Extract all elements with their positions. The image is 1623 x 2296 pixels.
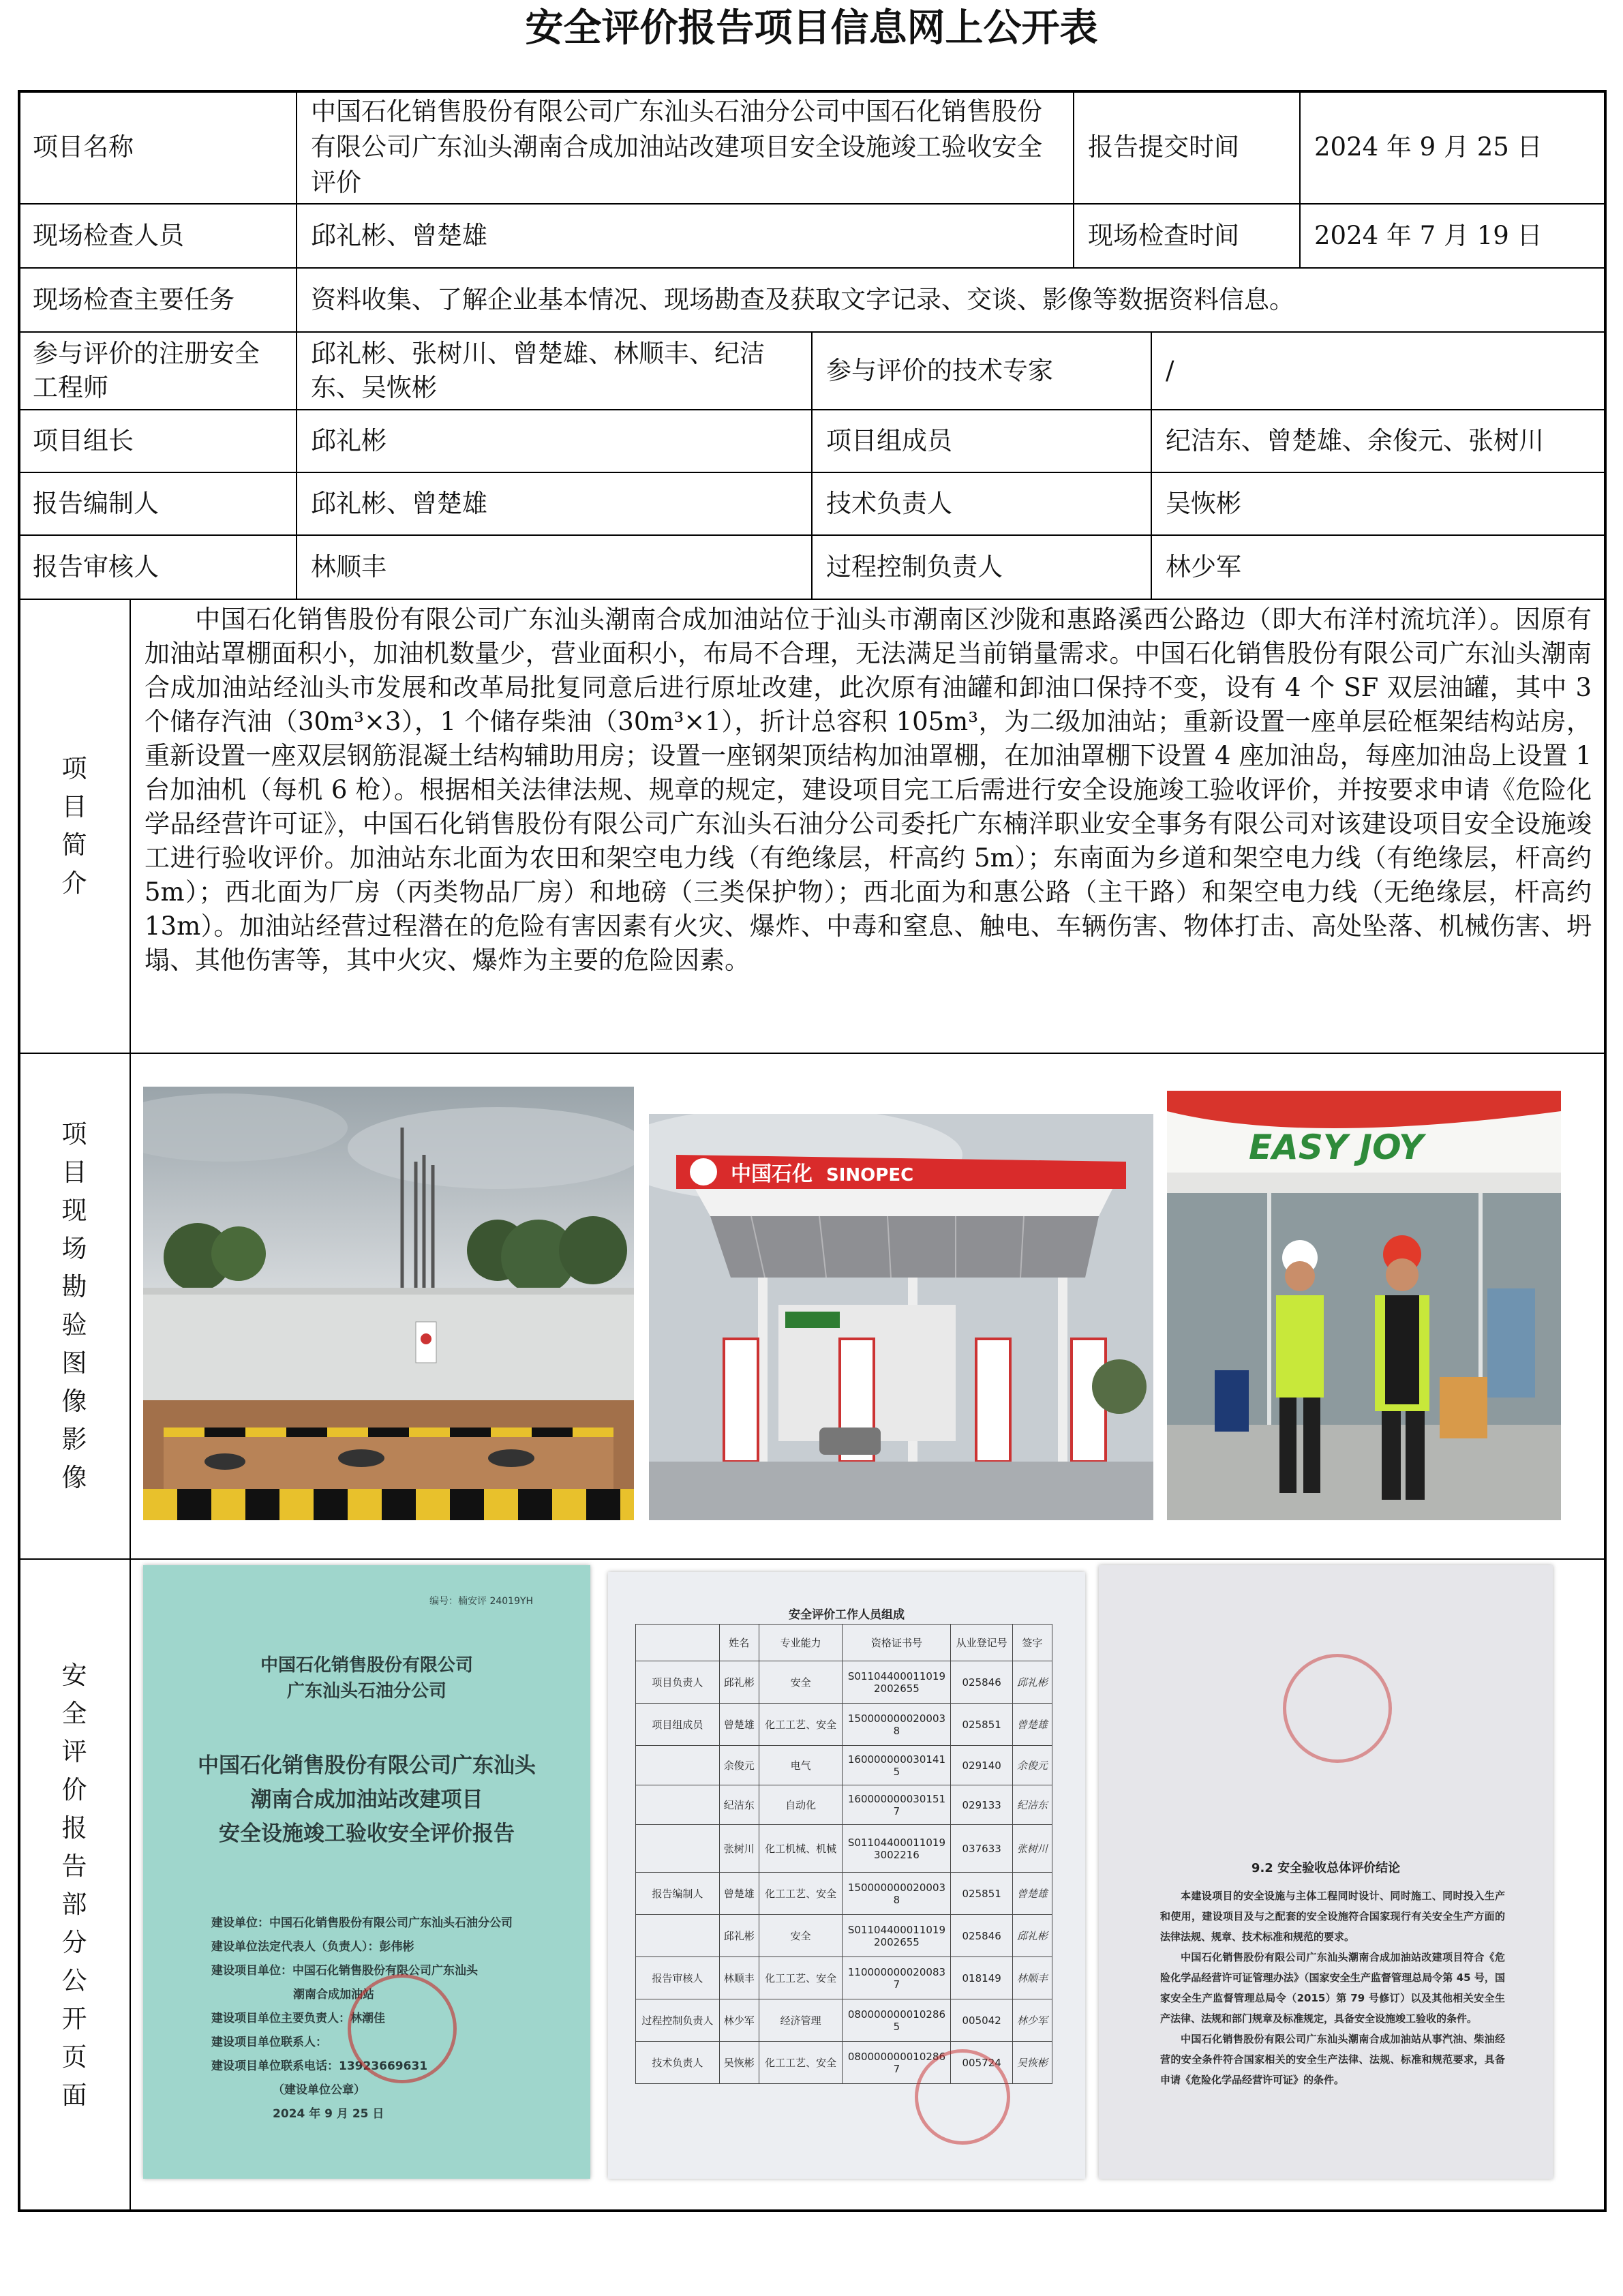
table-cell: 林顺丰 xyxy=(719,1957,759,1999)
table-cell: 安全 xyxy=(759,1661,843,1704)
table-cell xyxy=(636,1915,720,1957)
table-cell: 025846 xyxy=(951,1661,1012,1704)
table-cell: 025846 xyxy=(951,1915,1012,1957)
table-cell: S011044000110192002655 xyxy=(843,1661,951,1704)
submit-time: 2024 年 9 月 25 日 xyxy=(1299,90,1607,205)
intro-text: 中国石化销售股份有限公司广东汕头潮南合成加油站位于汕头市潮南区沙陇和惠路溪西公路边（即大布洋村流坑洋）。因原有加油站罩棚面积小，加油机数量少，营业面积小，布局不合理，无法满足当前销量需求。中国石化销售股份有限公司广东汕头潮南合成加油站经汕头市发展和改革局批复同意后进行原址改建，此次原有油罐和卸油口保持不变，设有 4 个 SF 双层油罐，其中 3 个储存汽油（30m³×3），1 个储存柴油（30m³×1），折计总容积 105m³，为二级加油站；重新设置一座单层砼框架结构站房，重新设置一座双层钢筋混凝土结构辅助用房；设置一座钢架顶结构加油罩棚，在加油罩棚下设置 4 座加油岛，每座加油岛上设置 1 台加油机（每机 6 枪）。根据相关法律法规、规章的规定，建设项目完工后需进行安全设施竣工验收评价，并按要求申请《危险化学品经营许可证》，中国石化销售股份有限公司广东汕头石油分公司委托广东楠洋职业安全事务有限公司对该建设项目安全设施竣工进行验收评价。加油站东北面为农田和架空电力线（有绝缘层，杆高约 5m）；东南面为乡道和架空电力线（有绝缘层，杆高约 5m）；西北面为厂房（丙类物品厂房）和地磅（三类保护物）；西北面为和惠公路（主干路）和架空电力线（无绝缘层，杆高约 13m）。加油站经营过程潜在的危险有害因素有火灾、爆炸、中毒和窒息、触电、车辆伤害、物体打击、高处坠落、机械伤害、坍塌、其他伤害等，其中火灾、爆炸为主要的危险因素。 xyxy=(130,599,1607,1054)
table-cell: 1100000000200837 xyxy=(843,1957,951,1999)
table-cell: 化工工艺、安全 xyxy=(759,1957,843,1999)
store-sign: EASY JOY xyxy=(1249,1128,1424,1167)
label-reviewer: 报告审核人 xyxy=(18,534,297,600)
task: 资料收集、了解企业基本情况、现场勘查及获取文字记录、交谈、影像等数据资料信息。 xyxy=(296,267,1607,333)
label-engineers: 参与评价的注册安全工程师 xyxy=(18,331,297,410)
cover-info-0: 建设单位：中国石化销售股份有限公司广东汕头石油分公司 xyxy=(211,1916,513,1930)
signature: 纪洁东 xyxy=(1012,1785,1052,1825)
tech: 吴恢彬 xyxy=(1151,472,1607,536)
conclusion-p2: 中国石化销售股份有限公司广东汕头潮南合成加油站改建项目符合《危险化学品经营许可证管理办法》（国家安全生产监督管理总局令第 45 号，国家安全生产监督管理总局令（2015）第 79 号修订）以及其他相关安全生产法律、法规和部门规章及标准规定，具备安全设施竣工验收的条件。 xyxy=(1160,1951,1505,2025)
label-members: 项目组成员 xyxy=(811,409,1152,473)
table-cell: 吴恢彬 xyxy=(719,2042,759,2084)
table-cell xyxy=(636,1825,720,1873)
table-cell: 1500000000200038 xyxy=(843,1873,951,1915)
table-cell: 1600000000301517 xyxy=(843,1785,951,1825)
signature: 余俊元 xyxy=(1012,1746,1052,1785)
team-table-title: 安全评价工作人员组成 xyxy=(789,1608,905,1622)
table-cell: 曾楚雄 xyxy=(719,1873,759,1915)
report-cover-photo xyxy=(143,1565,590,2179)
table-cell: 025851 xyxy=(951,1704,1012,1746)
conclusion-page-photo xyxy=(1099,1565,1553,2179)
label-photos: 项目现场勘验图像影像 xyxy=(18,1053,131,1560)
th-reg: 从业登记号 xyxy=(951,1625,1012,1661)
table-cell: 纪洁东 xyxy=(719,1785,759,1825)
signature: 吴恢彬 xyxy=(1012,2042,1052,2084)
label-project-name: 项目名称 xyxy=(18,90,297,205)
label-experts: 参与评价的技术专家 xyxy=(811,331,1152,410)
table-cell: 005042 xyxy=(951,1999,1012,2042)
th-skill: 专业能力 xyxy=(759,1625,843,1661)
th-name: 姓名 xyxy=(719,1625,759,1661)
table-cell: 技术负责人 xyxy=(636,2042,720,2084)
table-cell: S011044000110192002655 xyxy=(843,1915,951,1957)
author: 邱礼彬、曾楚雄 xyxy=(296,472,813,536)
photo-fuel-canopy xyxy=(649,1114,1153,1520)
table-cell: 化工工艺、安全 xyxy=(759,1704,843,1746)
inspect-time: 2024 年 7 月 19 日 xyxy=(1299,203,1607,269)
signature: 曾楚雄 xyxy=(1012,1873,1052,1915)
engineers: 邱礼彬、张树川、曾楚雄、林顺丰、纪洁东、吴恢彬 xyxy=(296,331,813,410)
process: 林少军 xyxy=(1151,534,1607,600)
label-intro: 项目简介 xyxy=(18,599,131,1054)
cover-info-2: 建设项目单位：中国石化销售股份有限公司广东汕头 xyxy=(211,1964,478,1978)
table-cell: 化工工艺、安全 xyxy=(759,2042,843,2084)
cover-client-2: 广东汕头石油分公司 xyxy=(286,1681,446,1702)
table-cell: 0800000000102867 xyxy=(843,2042,951,2084)
reviewer: 林顺丰 xyxy=(296,534,813,600)
label-pages: 安全评价报告部分公开页面 xyxy=(18,1558,131,2212)
signature: 林顺丰 xyxy=(1012,1957,1052,1999)
table-cell: 曾楚雄 xyxy=(719,1704,759,1746)
table-cell: 邱礼彬 xyxy=(719,1661,759,1704)
table-cell: 化工工艺、安全 xyxy=(759,1873,843,1915)
photo-inspectors xyxy=(1167,1091,1561,1520)
label-inspectors: 现场检查人员 xyxy=(18,203,297,269)
signature: 林少军 xyxy=(1012,1999,1052,2042)
company-seal xyxy=(348,1974,457,2083)
table-cell: 018149 xyxy=(951,1957,1012,1999)
project-name: 中国石化销售股份有限公司广东汕头石油分公司中国石化销售股份有限公司广东汕头潮南合成加油站改建项目安全设施竣工验收安全评价 xyxy=(296,90,1074,205)
label-tech: 技术负责人 xyxy=(811,472,1152,536)
inspectors: 邱礼彬、曾楚雄 xyxy=(296,203,1074,269)
table-cell: 029140 xyxy=(951,1746,1012,1785)
cover-info-5: 建设项目单位联系人： xyxy=(211,2036,327,2049)
table-cell: 经济管理 xyxy=(759,1999,843,2042)
cover-info-4: 建设项目单位主要负责人：林潮佳 xyxy=(211,2012,385,2025)
canopy-brand-en: SINOPEC xyxy=(826,1165,914,1185)
label-process: 过程控制负责人 xyxy=(811,534,1152,600)
table-cell: 报告编制人 xyxy=(636,1873,720,1915)
members: 纪洁东、曾楚雄、余俊元、张树川 xyxy=(1151,409,1607,473)
conclusion-heading: 9.2 安全验收总体评价结论 xyxy=(1251,1861,1401,1875)
th-role xyxy=(636,1625,720,1661)
experts: / xyxy=(1151,331,1607,410)
signature: 邱礼彬 xyxy=(1012,1915,1052,1957)
table-cell: 化工机械、机械 xyxy=(759,1825,843,1873)
label-task: 现场检查主要任务 xyxy=(18,267,297,333)
label-inspect-time: 现场检查时间 xyxy=(1073,203,1301,269)
label-leader: 项目组长 xyxy=(18,409,297,473)
cover-info-8: 2024 年 9 月 25 日 xyxy=(273,2107,384,2121)
signature: 曾楚雄 xyxy=(1012,1704,1052,1746)
table-cell: 项目组成员 xyxy=(636,1704,720,1746)
table-cell: 邱礼彬 xyxy=(719,1915,759,1957)
table-cell xyxy=(636,1746,720,1785)
signature: 邱礼彬 xyxy=(1012,1661,1052,1704)
team-table xyxy=(635,1624,1052,2084)
table-cell: 安全 xyxy=(759,1915,843,1957)
table-cell: 余俊元 xyxy=(719,1746,759,1785)
canopy-brand-cn: 中国石化 xyxy=(731,1162,813,1186)
cover-client-1: 中国石化销售股份有限公司 xyxy=(260,1655,473,1676)
table-cell: 1600000000301415 xyxy=(843,1746,951,1785)
cover-info-1: 建设单位法定代表人（负责人）：彭伟彬 xyxy=(211,1940,414,1954)
cover-report-1: 中国石化销售股份有限公司广东汕头 xyxy=(198,1753,536,1778)
signature: 张树川 xyxy=(1012,1825,1052,1873)
table-cell: 自动化 xyxy=(759,1785,843,1825)
th-sign: 签字 xyxy=(1012,1625,1052,1661)
conclusion-seal xyxy=(1283,1654,1392,1763)
conclusion-p1: 本建设项目的安全设施与主体工程同时设计、同时施工、同时投入生产和使用，建设项目及与之配套的安全设施符合国家现行有关安全生产方面的法律法规、规章、技术标准和规范的要求。 xyxy=(1160,1890,1505,1943)
table-cell: 张树川 xyxy=(719,1825,759,1873)
table-cell: 025851 xyxy=(951,1873,1012,1915)
table-cell xyxy=(636,1785,720,1825)
table-cell: 报告审核人 xyxy=(636,1957,720,1999)
label-author: 报告编制人 xyxy=(18,472,297,536)
photo-tank-area xyxy=(143,1087,634,1520)
cover-info-7: （建设单位公章） xyxy=(273,2083,365,2097)
team-table-photo xyxy=(608,1572,1085,2179)
conclusion-p3: 中国石化销售股份有限公司广东汕头潮南合成加油站从事汽油、柴油经营的安全条件符合国家相关的安全生产法律、法规、标准和规范要求，具备申请《危险化学品经营许可证》的条件。 xyxy=(1160,2033,1505,2086)
table-cell: 029133 xyxy=(951,1785,1012,1825)
table-cell: S011044000110193002216 xyxy=(843,1825,951,1873)
page-title: 安全评价报告项目信息网上公开表 xyxy=(525,6,1098,50)
cover-info-3: 潮南合成加油站 xyxy=(293,1988,374,2002)
table-cell: 037633 xyxy=(951,1825,1012,1873)
table-cell: 林少军 xyxy=(719,1999,759,2042)
cover-code: 编号：楠安评 24019YH xyxy=(429,1596,534,1607)
table-cell: 电气 xyxy=(759,1746,843,1785)
cover-report-3: 安全设施竣工验收安全评价报告 xyxy=(219,1822,515,1846)
table-cell: 0800000000102865 xyxy=(843,1999,951,2042)
leader: 邱礼彬 xyxy=(296,409,813,473)
team-seal xyxy=(915,2049,1010,2145)
table-cell: 项目负责人 xyxy=(636,1661,720,1704)
label-submit-time: 报告提交时间 xyxy=(1073,90,1301,205)
th-cert: 资格证书号 xyxy=(843,1625,951,1661)
cover-report-2: 潮南合成加油站改建项目 xyxy=(250,1787,483,1812)
table-cell: 005724 xyxy=(951,2042,1012,2084)
table-cell: 过程控制负责人 xyxy=(636,1999,720,2042)
table-cell: 1500000000200038 xyxy=(843,1704,951,1746)
cover-info-6: 建设项目单位联系电话：13923669631 xyxy=(211,2059,428,2073)
